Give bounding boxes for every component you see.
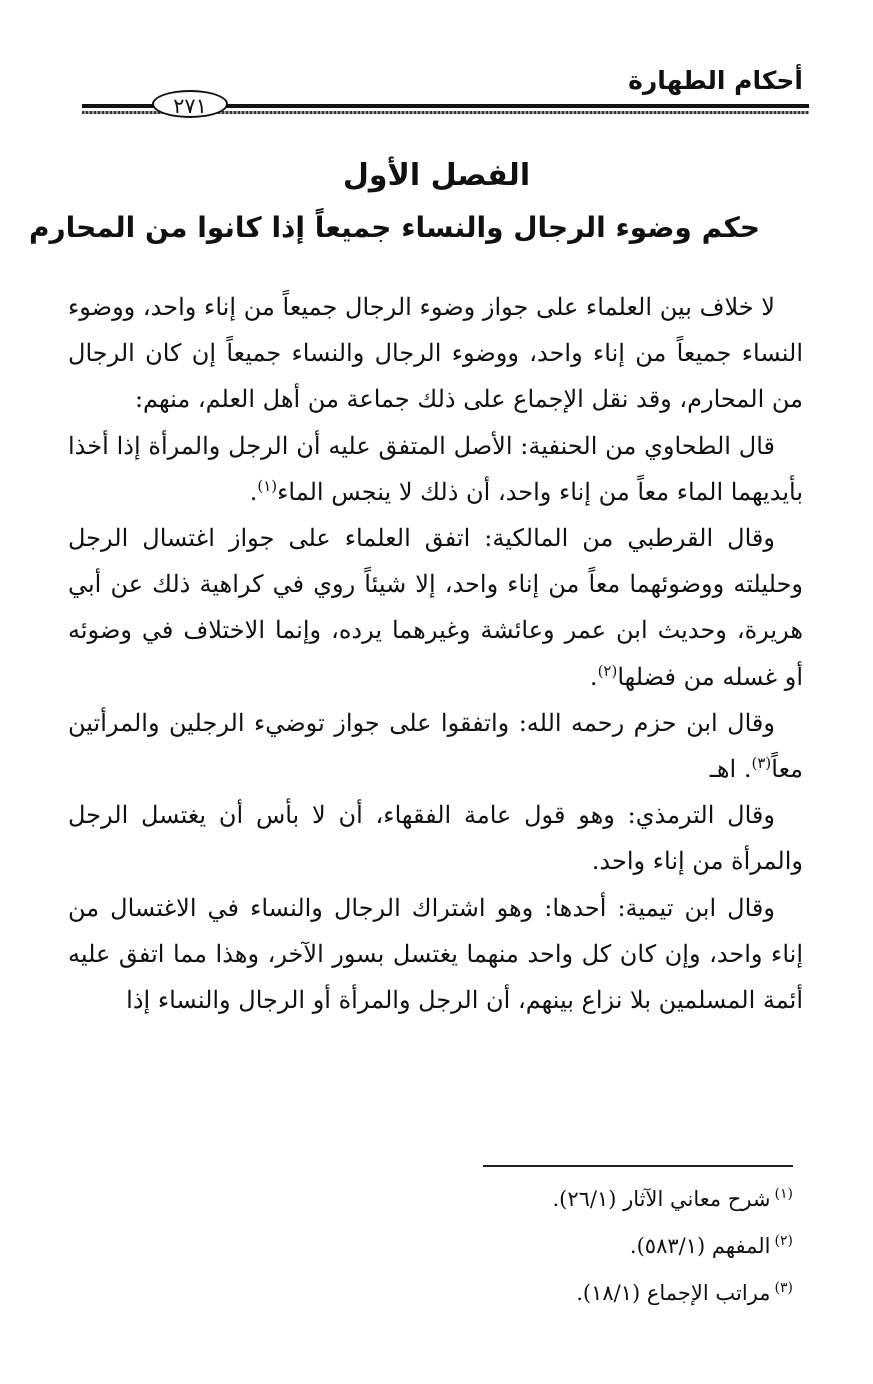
footnote-text: شرح معاني الآثار (٢٦/١). bbox=[552, 1187, 771, 1211]
paragraph bbox=[68, 515, 803, 700]
footnote bbox=[193, 1270, 793, 1317]
paragraph-text: وقال الترمذي: وهو قول عامة الفقهاء، أن لا بأس أن يغتسل الرجل والمرأة من إناء واحد. bbox=[68, 801, 803, 876]
paragraph bbox=[68, 792, 803, 884]
paragraph-text: وقال ابن حزم رحمه الله: واتفقوا على جواز توضيء الرجلين والمرأتين معاً bbox=[68, 708, 803, 784]
paragraph-tail: . اهـ bbox=[709, 755, 752, 784]
body-text bbox=[68, 284, 803, 1023]
paragraph bbox=[68, 423, 803, 515]
paragraph-text: لا خلاف بين العلماء على جواز وضوء الرجال جميعاً من إناء واحد، ووضوء النساء جميعاً من إناء واحد، ووضوء الرجال والنساء جميعاً إن كان الرجال من المحارم، وقد نقل الإجماع على ذلك جماعة من أهل العلم، منهم: bbox=[68, 293, 803, 414]
running-title: أحكام الطهارة bbox=[628, 66, 803, 95]
paragraph-text: وقال القرطبي من المالكية: اتفق العلماء على جواز اغتسال الرجل وحليلته ووضوئهما معاً من إناء واحد، إلا شيئاً روي في كراهية ذلك عن أبي هريرة، وحديث ابن عمر وعائشة وغيرهما يرده، وإنما الاختلاف في وضوئه أو غسله من فضلها bbox=[68, 524, 803, 691]
paragraph-text: قال الطحاوي من الحنفية: الأصل المتفق عليه أن الرجل والمرأة إذا أخذا بأيديهما الماء معاً من إناء واحد، أن ذلك لا ينجس الماء bbox=[68, 431, 803, 506]
footnote bbox=[193, 1176, 793, 1223]
footnote-reference: (١) bbox=[257, 476, 278, 495]
footnote-number: (١) bbox=[774, 1186, 793, 1202]
footnote-number: (٣) bbox=[774, 1280, 793, 1296]
paragraph-tail: . bbox=[249, 477, 258, 506]
chapter-subtitle: حكم وضوء الرجال والنساء جميعاً إذا كانوا من المحارم bbox=[29, 211, 760, 244]
footnote-text: مراتب الإجماع (١٨/١). bbox=[576, 1281, 771, 1305]
footnotes bbox=[193, 1176, 793, 1317]
footnote-text: المفهم (٥٨٣/١). bbox=[629, 1234, 771, 1258]
footnote-reference: (٣) bbox=[751, 754, 772, 773]
paragraph bbox=[68, 700, 803, 792]
chapter-title: الفصل الأول bbox=[342, 158, 531, 193]
paragraph bbox=[68, 284, 803, 423]
paragraph-tail: . bbox=[589, 662, 598, 691]
footnote bbox=[193, 1223, 793, 1270]
footnote-number: (٢) bbox=[774, 1233, 793, 1249]
footnote-separator bbox=[483, 1165, 793, 1167]
paragraph bbox=[68, 885, 803, 1024]
footnote-reference: (٢) bbox=[597, 661, 618, 680]
paragraph-text: وقال ابن تيمية: أحدها: وهو اشتراك الرجال والنساء في الاغتسال من إناء واحد، وإن كان كل واحد منهما يغتسل بسور الآخر، وهذا مما اتفق عليه أئمة المسلمين بلا نزاع بينهم، أن الرجل والمرأة أو الرجال والنساء إذا bbox=[68, 893, 803, 1015]
page-number: ٢٧١ bbox=[152, 90, 228, 118]
